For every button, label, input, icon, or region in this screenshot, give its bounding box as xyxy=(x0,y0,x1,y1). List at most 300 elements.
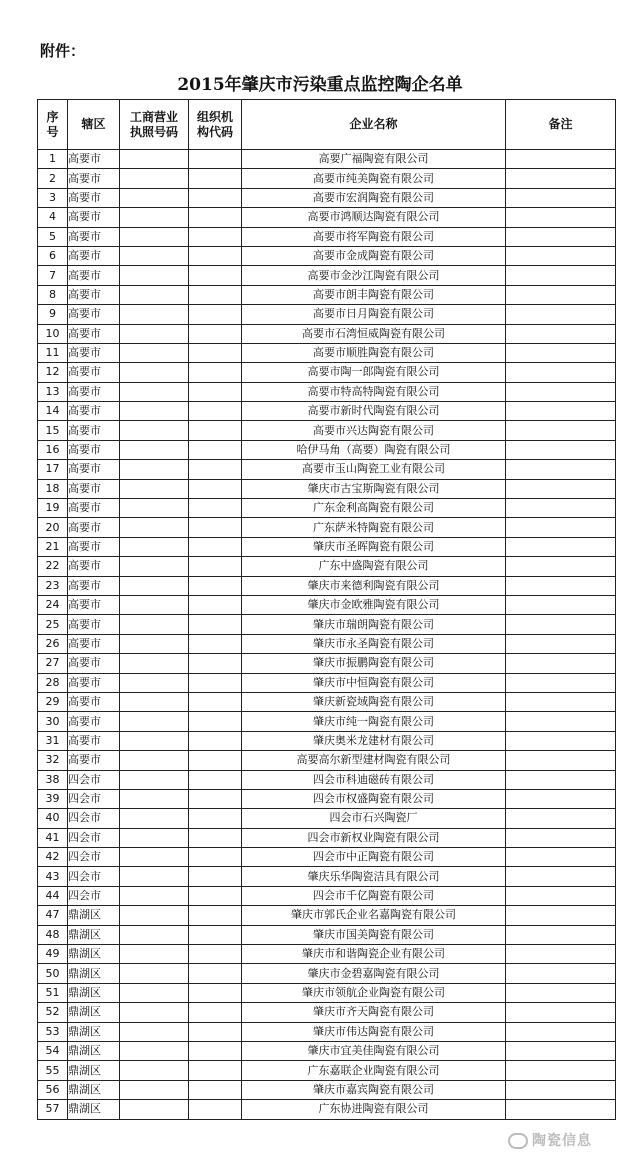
row-district: 高要市 xyxy=(68,576,120,595)
row-enterprise-name: 肇庆市领航企业陶瓷有限公司 xyxy=(242,983,506,1002)
row-enterprise-name: 肇庆市振鹏陶瓷有限公司 xyxy=(242,654,506,673)
row-district: 四会市 xyxy=(68,809,120,828)
row-org-code xyxy=(189,208,242,227)
row-district: 高要市 xyxy=(68,557,120,576)
row-license xyxy=(120,460,189,479)
table-row xyxy=(38,557,616,576)
header-license: 工商营业执照号码 xyxy=(120,100,189,150)
row-no: 50 xyxy=(38,964,68,983)
row-remark xyxy=(506,1022,616,1041)
row-enterprise-name: 肇庆市中恒陶瓷有限公司 xyxy=(242,673,506,692)
row-no: 6 xyxy=(38,246,68,265)
row-district: 高要市 xyxy=(68,169,120,188)
row-org-code xyxy=(189,460,242,479)
row-enterprise-name: 高要市金沙江陶瓷有限公司 xyxy=(242,266,506,285)
row-license xyxy=(120,712,189,731)
row-enterprise-name: 四会市石兴陶瓷厂 xyxy=(242,809,506,828)
row-remark xyxy=(506,634,616,653)
row-remark xyxy=(506,1100,616,1119)
row-enterprise-name: 四会市新权业陶瓷有限公司 xyxy=(242,828,506,847)
row-org-code xyxy=(189,169,242,188)
row-org-code xyxy=(189,188,242,207)
row-org-code xyxy=(189,751,242,770)
row-district: 四会市 xyxy=(68,867,120,886)
row-remark xyxy=(506,382,616,401)
row-remark xyxy=(506,188,616,207)
row-no: 13 xyxy=(38,382,68,401)
row-remark xyxy=(506,867,616,886)
row-enterprise-name: 高要广福陶瓷有限公司 xyxy=(242,150,506,169)
row-district: 鼎湖区 xyxy=(68,1003,120,1022)
row-license xyxy=(120,479,189,498)
row-no: 53 xyxy=(38,1022,68,1041)
table-row xyxy=(38,1100,616,1119)
row-org-code xyxy=(189,150,242,169)
row-remark xyxy=(506,537,616,556)
row-enterprise-name: 肇庆奥米龙建材有限公司 xyxy=(242,731,506,750)
row-district: 高要市 xyxy=(68,634,120,653)
row-district: 高要市 xyxy=(68,731,120,750)
row-no: 25 xyxy=(38,615,68,634)
table-row xyxy=(38,421,616,440)
row-no: 55 xyxy=(38,1061,68,1080)
row-remark xyxy=(506,1080,616,1099)
table-row xyxy=(38,867,616,886)
table-row xyxy=(38,595,616,614)
attachment-label: 附件： xyxy=(40,42,86,60)
row-org-code xyxy=(189,246,242,265)
table-row xyxy=(38,576,616,595)
table-row xyxy=(38,169,616,188)
table-row xyxy=(38,324,616,343)
row-remark xyxy=(506,595,616,614)
row-no: 23 xyxy=(38,576,68,595)
row-license xyxy=(120,440,189,459)
row-license xyxy=(120,634,189,653)
table-row xyxy=(38,789,616,808)
row-remark xyxy=(506,731,616,750)
row-no: 5 xyxy=(38,227,68,246)
row-license xyxy=(120,421,189,440)
row-remark xyxy=(506,828,616,847)
table-row xyxy=(38,518,616,537)
table-row xyxy=(38,460,616,479)
row-remark xyxy=(506,654,616,673)
row-district: 高要市 xyxy=(68,402,120,421)
table-row xyxy=(38,382,616,401)
row-license xyxy=(120,809,189,828)
row-district: 四会市 xyxy=(68,770,120,789)
row-remark xyxy=(506,1041,616,1060)
row-license xyxy=(120,576,189,595)
row-org-code xyxy=(189,964,242,983)
row-no: 18 xyxy=(38,479,68,498)
row-org-code xyxy=(189,595,242,614)
row-remark xyxy=(506,615,616,634)
row-district: 高要市 xyxy=(68,460,120,479)
row-enterprise-name: 高要市新时代陶瓷有限公司 xyxy=(242,402,506,421)
row-enterprise-name: 高要市朗丰陶瓷有限公司 xyxy=(242,285,506,304)
row-district: 高要市 xyxy=(68,440,120,459)
row-org-code xyxy=(189,305,242,324)
row-org-code xyxy=(189,518,242,537)
row-no: 26 xyxy=(38,634,68,653)
row-enterprise-name: 高要市宏润陶瓷有限公司 xyxy=(242,188,506,207)
row-no: 7 xyxy=(38,266,68,285)
row-remark xyxy=(506,964,616,983)
row-remark xyxy=(506,402,616,421)
row-remark xyxy=(506,363,616,382)
row-license xyxy=(120,1100,189,1119)
row-org-code xyxy=(189,692,242,711)
row-district: 鼎湖区 xyxy=(68,1022,120,1041)
enterprise-table xyxy=(37,99,616,1120)
row-remark xyxy=(506,945,616,964)
row-license xyxy=(120,925,189,944)
row-district: 高要市 xyxy=(68,188,120,207)
row-district: 鼎湖区 xyxy=(68,1080,120,1099)
table-row xyxy=(38,906,616,925)
row-no: 40 xyxy=(38,809,68,828)
row-org-code xyxy=(189,828,242,847)
table-row xyxy=(38,886,616,905)
row-district: 高要市 xyxy=(68,382,120,401)
row-no: 47 xyxy=(38,906,68,925)
row-district: 高要市 xyxy=(68,654,120,673)
row-license xyxy=(120,324,189,343)
table-row xyxy=(38,770,616,789)
row-enterprise-name: 肇庆市齐天陶瓷有限公司 xyxy=(242,1003,506,1022)
row-no: 8 xyxy=(38,285,68,304)
row-no: 48 xyxy=(38,925,68,944)
row-district: 四会市 xyxy=(68,828,120,847)
row-org-code xyxy=(189,479,242,498)
row-remark xyxy=(506,925,616,944)
table-row xyxy=(38,1080,616,1099)
row-district: 高要市 xyxy=(68,518,120,537)
table-row xyxy=(38,1041,616,1060)
row-enterprise-name: 高要市特高特陶瓷有限公司 xyxy=(242,382,506,401)
row-remark xyxy=(506,692,616,711)
row-license xyxy=(120,1080,189,1099)
table-row xyxy=(38,731,616,750)
row-org-code xyxy=(189,440,242,459)
row-org-code xyxy=(189,1061,242,1080)
row-org-code xyxy=(189,402,242,421)
row-license xyxy=(120,188,189,207)
row-remark xyxy=(506,343,616,362)
row-enterprise-name: 肇庆市金碧嘉陶瓷有限公司 xyxy=(242,964,506,983)
row-enterprise-name: 四会市科迪磁砖有限公司 xyxy=(242,770,506,789)
row-district: 鼎湖区 xyxy=(68,964,120,983)
row-no: 11 xyxy=(38,343,68,362)
row-remark xyxy=(506,460,616,479)
row-remark xyxy=(506,789,616,808)
row-enterprise-name: 肇庆市金欧雅陶瓷有限公司 xyxy=(242,595,506,614)
row-enterprise-name: 肇庆市纯一陶瓷有限公司 xyxy=(242,712,506,731)
row-no: 52 xyxy=(38,1003,68,1022)
row-remark xyxy=(506,673,616,692)
row-district: 高要市 xyxy=(68,712,120,731)
row-district: 鼎湖区 xyxy=(68,925,120,944)
row-district: 鼎湖区 xyxy=(68,1100,120,1119)
row-remark xyxy=(506,906,616,925)
row-org-code xyxy=(189,421,242,440)
row-enterprise-name: 肇庆新瓷域陶瓷有限公司 xyxy=(242,692,506,711)
row-no: 38 xyxy=(38,770,68,789)
row-org-code xyxy=(189,654,242,673)
row-no: 2 xyxy=(38,169,68,188)
table-row xyxy=(38,1022,616,1041)
row-enterprise-name: 肇庆市和谐陶瓷企业有限公司 xyxy=(242,945,506,964)
row-remark xyxy=(506,227,616,246)
row-no: 29 xyxy=(38,692,68,711)
row-remark xyxy=(506,150,616,169)
row-no: 51 xyxy=(38,983,68,1002)
row-license xyxy=(120,285,189,304)
row-license xyxy=(120,983,189,1002)
row-license xyxy=(120,751,189,770)
table-row xyxy=(38,654,616,673)
row-org-code xyxy=(189,266,242,285)
row-enterprise-name: 四会市中正陶瓷有限公司 xyxy=(242,848,506,867)
row-license xyxy=(120,518,189,537)
row-license xyxy=(120,227,189,246)
header-enterprise-name: 企业名称 xyxy=(242,100,506,150)
row-license xyxy=(120,654,189,673)
row-license xyxy=(120,363,189,382)
row-enterprise-name: 广东协进陶瓷有限公司 xyxy=(242,1100,506,1119)
row-license xyxy=(120,615,189,634)
row-license xyxy=(120,382,189,401)
table-row xyxy=(38,305,616,324)
row-enterprise-name: 高要市纯美陶瓷有限公司 xyxy=(242,169,506,188)
table-row xyxy=(38,402,616,421)
row-no: 19 xyxy=(38,499,68,518)
row-no: 20 xyxy=(38,518,68,537)
row-district: 高要市 xyxy=(68,343,120,362)
row-remark xyxy=(506,479,616,498)
row-enterprise-name: 高要市日月陶瓷有限公司 xyxy=(242,305,506,324)
row-no: 32 xyxy=(38,751,68,770)
row-remark xyxy=(506,848,616,867)
table-row xyxy=(38,266,616,285)
row-remark xyxy=(506,983,616,1002)
table-row xyxy=(38,809,616,828)
row-license xyxy=(120,945,189,964)
row-no: 30 xyxy=(38,712,68,731)
row-district: 高要市 xyxy=(68,285,120,304)
row-license xyxy=(120,673,189,692)
chat-bubble-icon xyxy=(508,1133,528,1149)
row-enterprise-name: 肇庆市圣晖陶瓷有限公司 xyxy=(242,537,506,556)
row-license xyxy=(120,886,189,905)
row-org-code xyxy=(189,886,242,905)
table-row xyxy=(38,983,616,1002)
row-no: 43 xyxy=(38,867,68,886)
watermark xyxy=(508,1130,592,1150)
row-remark xyxy=(506,499,616,518)
table-row xyxy=(38,964,616,983)
row-org-code xyxy=(189,576,242,595)
row-org-code xyxy=(189,945,242,964)
row-remark xyxy=(506,886,616,905)
row-license xyxy=(120,499,189,518)
row-no: 3 xyxy=(38,188,68,207)
table-row xyxy=(38,208,616,227)
table-row xyxy=(38,188,616,207)
table-row xyxy=(38,363,616,382)
row-district: 高要市 xyxy=(68,751,120,770)
row-org-code xyxy=(189,1041,242,1060)
row-org-code xyxy=(189,499,242,518)
row-remark xyxy=(506,770,616,789)
row-district: 高要市 xyxy=(68,246,120,265)
table-row xyxy=(38,150,616,169)
row-remark xyxy=(506,712,616,731)
row-no: 27 xyxy=(38,654,68,673)
row-district: 鼎湖区 xyxy=(68,983,120,1002)
table-row xyxy=(38,343,616,362)
row-district: 高要市 xyxy=(68,208,120,227)
row-no: 24 xyxy=(38,595,68,614)
row-no: 9 xyxy=(38,305,68,324)
row-remark xyxy=(506,285,616,304)
header-org-code: 组织机构代码 xyxy=(189,100,242,150)
row-org-code xyxy=(189,537,242,556)
row-org-code xyxy=(189,324,242,343)
row-license xyxy=(120,848,189,867)
row-remark xyxy=(506,1003,616,1022)
row-enterprise-name: 广东中盛陶瓷有限公司 xyxy=(242,557,506,576)
row-district: 高要市 xyxy=(68,692,120,711)
row-license xyxy=(120,1003,189,1022)
row-no: 49 xyxy=(38,945,68,964)
row-district: 高要市 xyxy=(68,363,120,382)
row-remark xyxy=(506,1061,616,1080)
row-enterprise-name: 高要市金成陶瓷有限公司 xyxy=(242,246,506,265)
row-district: 高要市 xyxy=(68,499,120,518)
row-remark xyxy=(506,305,616,324)
row-enterprise-name: 肇庆市国美陶瓷有限公司 xyxy=(242,925,506,944)
row-license xyxy=(120,731,189,750)
table-row xyxy=(38,615,616,634)
row-enterprise-name: 高要市鸿顺达陶瓷有限公司 xyxy=(242,208,506,227)
row-enterprise-name: 广东嘉联企业陶瓷有限公司 xyxy=(242,1061,506,1080)
row-remark xyxy=(506,440,616,459)
table-row xyxy=(38,945,616,964)
header-district: 辖区 xyxy=(68,100,120,150)
row-district: 高要市 xyxy=(68,479,120,498)
row-license xyxy=(120,266,189,285)
row-license xyxy=(120,789,189,808)
row-no: 15 xyxy=(38,421,68,440)
row-no: 31 xyxy=(38,731,68,750)
row-enterprise-name: 肇庆市郭氏企业名嘉陶瓷有限公司 xyxy=(242,906,506,925)
watermark-text: 陶瓷信息 xyxy=(532,1133,592,1149)
row-no: 56 xyxy=(38,1080,68,1099)
row-remark xyxy=(506,518,616,537)
row-enterprise-name: 高要市玉山陶瓷工业有限公司 xyxy=(242,460,506,479)
row-license xyxy=(120,343,189,362)
table-header-row xyxy=(38,100,616,150)
row-district: 高要市 xyxy=(68,266,120,285)
row-license xyxy=(120,169,189,188)
row-no: 12 xyxy=(38,363,68,382)
table-row xyxy=(38,712,616,731)
row-enterprise-name: 高要市石湾恒威陶瓷有限公司 xyxy=(242,324,506,343)
row-org-code xyxy=(189,1003,242,1022)
row-district: 四会市 xyxy=(68,886,120,905)
row-enterprise-name: 肇庆市宜美佳陶瓷有限公司 xyxy=(242,1041,506,1060)
table-row xyxy=(38,751,616,770)
row-license xyxy=(120,1061,189,1080)
row-enterprise-name: 肇庆市来德利陶瓷有限公司 xyxy=(242,576,506,595)
row-license xyxy=(120,906,189,925)
row-no: 57 xyxy=(38,1100,68,1119)
row-district: 四会市 xyxy=(68,789,120,808)
row-license xyxy=(120,1041,189,1060)
row-district: 鼎湖区 xyxy=(68,945,120,964)
row-remark xyxy=(506,576,616,595)
row-district: 高要市 xyxy=(68,615,120,634)
row-district: 高要市 xyxy=(68,324,120,343)
table-row xyxy=(38,499,616,518)
row-org-code xyxy=(189,382,242,401)
row-enterprise-name: 哈伊马角（高要）陶瓷有限公司 xyxy=(242,440,506,459)
row-org-code xyxy=(189,1080,242,1099)
row-license xyxy=(120,557,189,576)
row-enterprise-name: 四会市千亿陶瓷有限公司 xyxy=(242,886,506,905)
row-org-code xyxy=(189,712,242,731)
table-row xyxy=(38,479,616,498)
row-org-code xyxy=(189,615,242,634)
header-no: 序号 xyxy=(38,100,68,150)
table-row xyxy=(38,634,616,653)
table-body xyxy=(38,150,616,1120)
table-row xyxy=(38,285,616,304)
row-district: 四会市 xyxy=(68,848,120,867)
row-license xyxy=(120,208,189,227)
row-remark xyxy=(506,208,616,227)
row-remark xyxy=(506,751,616,770)
table-row xyxy=(38,848,616,867)
row-no: 39 xyxy=(38,789,68,808)
table-row xyxy=(38,692,616,711)
document-title: 2015年肇庆市污染重点监控陶企名单 xyxy=(177,75,463,95)
row-no: 14 xyxy=(38,402,68,421)
row-org-code xyxy=(189,809,242,828)
row-district: 高要市 xyxy=(68,150,120,169)
row-org-code xyxy=(189,848,242,867)
row-license xyxy=(120,402,189,421)
row-license xyxy=(120,964,189,983)
row-remark xyxy=(506,421,616,440)
row-no: 17 xyxy=(38,460,68,479)
row-no: 16 xyxy=(38,440,68,459)
row-remark xyxy=(506,266,616,285)
row-license xyxy=(120,692,189,711)
row-no: 4 xyxy=(38,208,68,227)
row-remark xyxy=(506,169,616,188)
row-enterprise-name: 高要高尔新型建材陶瓷有限公司 xyxy=(242,751,506,770)
row-org-code xyxy=(189,227,242,246)
row-org-code xyxy=(189,983,242,1002)
row-license xyxy=(120,595,189,614)
row-org-code xyxy=(189,1100,242,1119)
row-district: 高要市 xyxy=(68,421,120,440)
table-row xyxy=(38,828,616,847)
